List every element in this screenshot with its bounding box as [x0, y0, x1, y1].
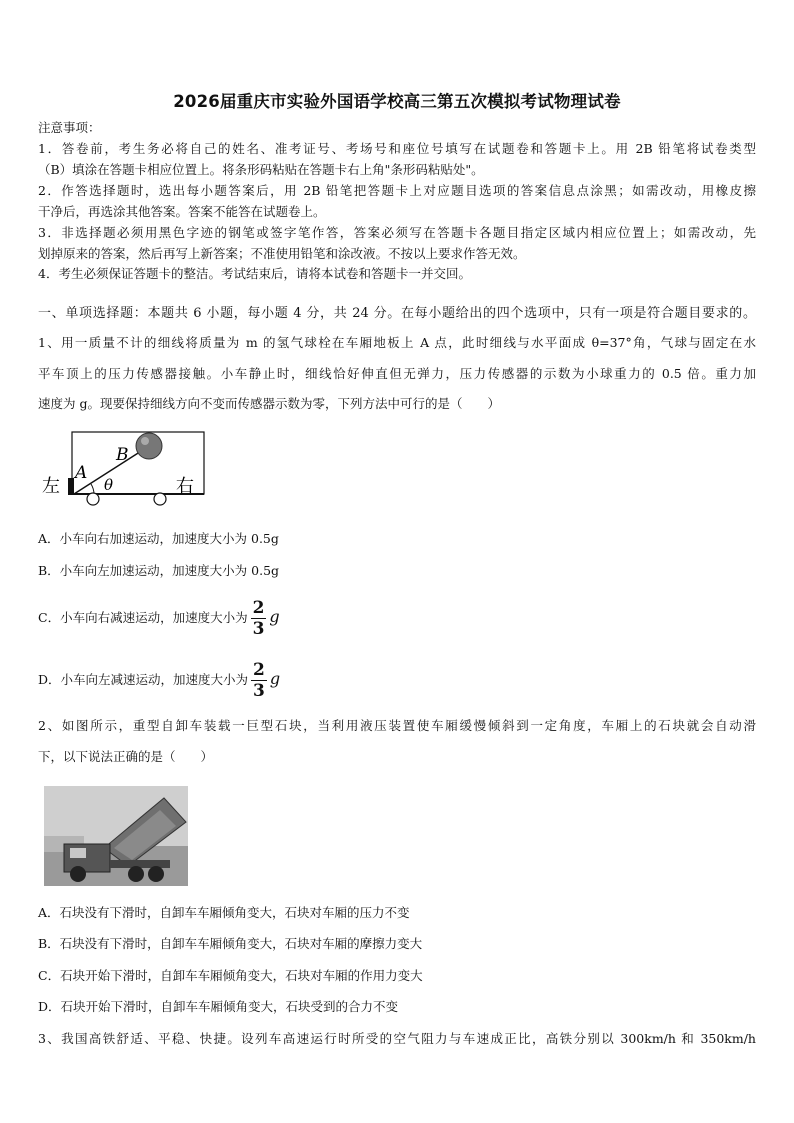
option-c [38, 598, 280, 639]
truck-wheel [70, 866, 86, 882]
notice-heading: 注意事项： [38, 120, 101, 135]
label-a: A [75, 463, 88, 483]
option-d-text: D．小车向左减速运动，加速度大小为 [38, 672, 249, 687]
notice-line: 4．考生必须保证答题卡的整洁。考试结束后，请将本试卷和答题卡一并交回。 [38, 266, 471, 281]
section-heading: 一、单项选择题：本题共 6 小题，每小题 4 分，共 24 分。在每小题给出的四个选项中，只有一项是符合题目要求的。 [38, 306, 756, 321]
question-1-line: 速度为 g。现要保持细线方向不变而传感器示数为零，下列方法中可行的是（ ） [38, 396, 500, 411]
notice-line: 1．答卷前，考生务必将自己的姓名、准考证号、考场号和座位号填写在试题卷和答题卡上。用 2B 铅笔将试卷类型 [38, 141, 756, 156]
truck-wheel [148, 866, 164, 882]
question-1-line: 1、用一质量不计的细线将质量为 m 的氢气球栓在车厢地板上 A 点，此时细线与水平面成 θ=37°角，气球与固定在水 [38, 335, 756, 350]
question-2-line: 2、如图所示，重型自卸车装载一巨型石块，当利用液压装置使车厢缓慢倾斜到一定角度，车厢上的石块就会自动滑 [38, 718, 756, 733]
question-1-line: 平车顶上的压力传感器接触。小车静止时，细线恰好伸直但无弹力，压力传感器的示数为小球重力的 0.5 倍。重力加 [38, 366, 756, 381]
notice-line: （B）填涂在答题卡相应位置上。将条形码粘贴在答题卡右上角"条形码粘贴处"。 [38, 162, 484, 177]
wheel-left [87, 493, 99, 505]
fraction-numerator: 2 [253, 660, 265, 680]
notice-line: 2．作答选择题时，选出每小题答案后，用 2B 铅笔把答题卡上对应题目选项的答案信息点涂黑；如需改动，用橡皮擦 [38, 183, 756, 198]
notice-line: 划掉原来的答案，然后再写上新答案；不准使用铅笔和涂改液。不按以上要求作答无效。 [38, 246, 526, 261]
wheel-right [154, 493, 166, 505]
label-right: 右 [176, 476, 194, 497]
label-b: B [116, 445, 129, 465]
notice-line: 干净后，再选涂其他答案。答案不能答在试题卷上。 [38, 204, 326, 219]
truck-wheel [128, 866, 144, 882]
fraction-numerator: 2 [252, 598, 265, 618]
option-b: B．小车向左加速运动，加速度大小为 0.5g [38, 563, 280, 578]
notice-line: 3．非选择题必须用黑色字迹的钢笔或签字笔作答，答案必须写在答题卡各题目指定区域内相应位置上；如需改动，先 [38, 225, 756, 240]
fraction [251, 660, 267, 701]
balloon-highlight [141, 437, 149, 445]
option-c-text: C．小车向右减速运动，加速度大小为 [38, 610, 248, 625]
dump-truck-photo [44, 786, 188, 886]
option-d: D．石块开始下滑时，自卸车车厢倾角变大，石块受到的合力不变 [38, 999, 399, 1014]
label-theta: θ [104, 476, 114, 494]
truck-chassis [110, 860, 170, 868]
fraction-denominator: 3 [253, 681, 265, 701]
question-3-line: 3、我国高铁舒适、平稳、快捷。设列车高速运行时所受的空气阻力与车速成正比，高铁分别以 300km/h 和 350km/h [38, 1031, 756, 1046]
balloon [136, 433, 162, 459]
variable-g: g [269, 607, 280, 626]
question-2-line: 下，以下说法正确的是（ ） [38, 749, 214, 764]
variable-g: g [269, 669, 281, 688]
label-left: 左 [42, 476, 60, 497]
option-c: C．石块开始下滑时，自卸车车厢倾角变大，石块对车厢的作用力变大 [38, 968, 423, 983]
fraction [251, 598, 267, 639]
truck-window [70, 848, 86, 858]
option-a: A．小车向右加速运动，加速度大小为 0.5g [38, 531, 279, 546]
cart-balloon-figure [38, 428, 208, 506]
page-title: 2026届重庆市实验外国语学校高三第五次模拟考试物理试卷 [173, 92, 621, 111]
option-b: B．石块没有下滑时，自卸车车厢倾角变大，石块对车厢的摩擦力变大 [38, 936, 423, 951]
fraction-denominator: 3 [252, 619, 265, 639]
option-d [38, 660, 280, 701]
option-a: A．石块没有下滑时，自卸车车厢倾角变大，石块对车厢的压力不变 [38, 905, 410, 920]
anchor-block [68, 478, 74, 494]
